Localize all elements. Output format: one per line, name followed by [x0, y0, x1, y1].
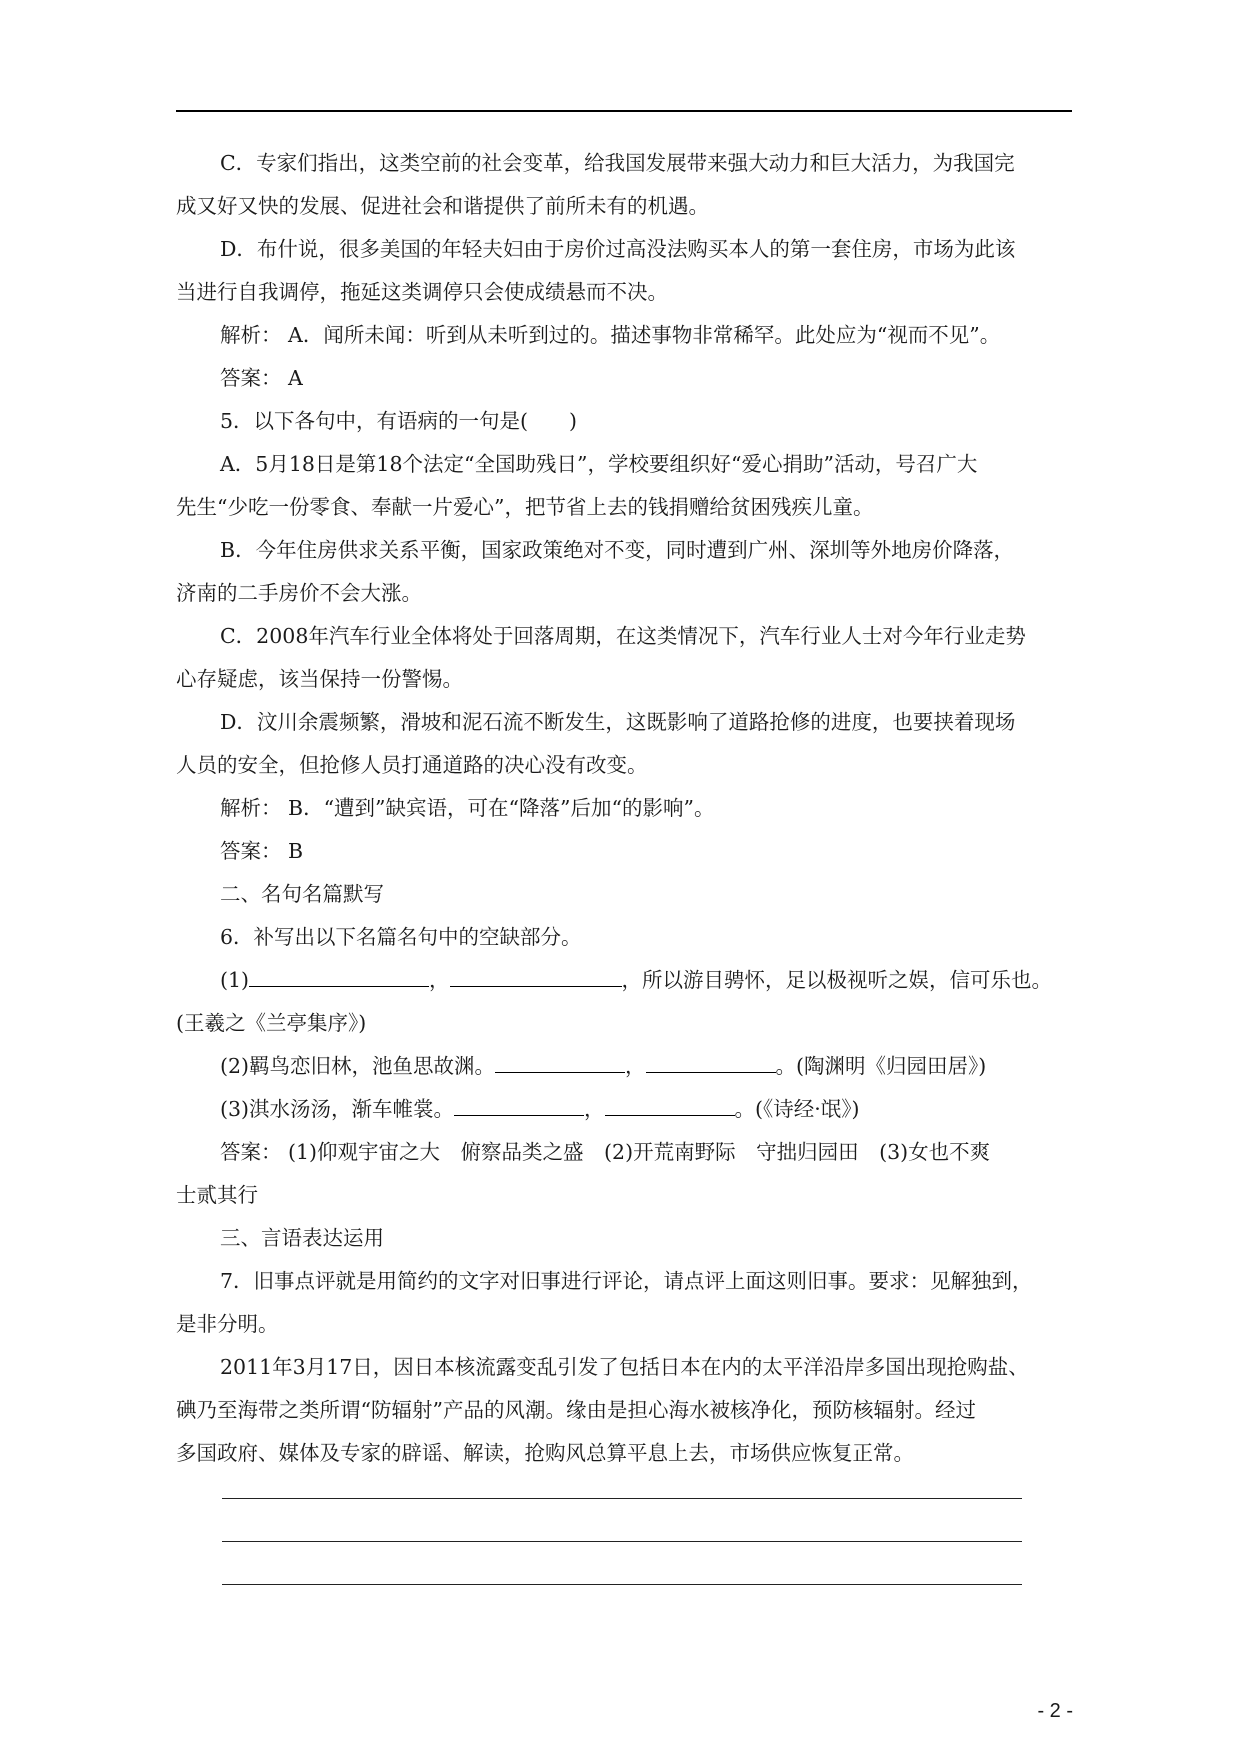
section-heading-3: 三、言语表达运用 [220, 1226, 384, 1250]
q5-option-d-line1: D．汶川余震频繁，滑坡和泥石流不断发生，这既影响了道路抢修的进度，也要挟着现场 [220, 710, 1016, 734]
q7-passage-line1: 2011年3月17日，因日本核流露变乱引发了包括日本在内的太平洋沿岸多国出现抢购盐、 [220, 1355, 1029, 1379]
q6-answer-line2: 士贰其行 [176, 1183, 258, 1207]
q6-item-1-suffix: ，所以游目骋怀，足以极视听之娱，信可乐也。 [621, 968, 1053, 992]
q6-item-3 [176, 1088, 1072, 1131]
q6-item-2-prefix: (2)羁鸟恋旧林，池鱼思故渊。 [220, 1054, 496, 1078]
q7-passage-line3: 多国政府、媒体及专家的辟谣、解读，抢购风总算平息上去，市场供应恢复正常。 [176, 1441, 914, 1465]
q6-item-1-source: (王羲之《兰亭集序》) [176, 1011, 367, 1035]
q7-passage-line2: 碘乃至海带之类所谓“防辐射”产品的风潮。缘由是担心海水被核净化，预防核辐射。经过 [176, 1398, 976, 1422]
q5-option-a-line1: A．5月18日是第18个法定“全国助残日”，学校要组织好“爱心捐助”活动，号召广大 [220, 452, 978, 476]
document-body [176, 142, 1072, 1475]
q5-option-c-line2: 心存疑虑，该当保持一份警惕。 [176, 667, 463, 691]
q6-item-3-prefix: (3)淇水汤汤，渐车帷裳。 [220, 1097, 455, 1121]
q6-stem: 6．补写出以下名篇名句中的空缺部分。 [220, 925, 582, 949]
q4-answer: 答案： A [220, 366, 303, 390]
fill-blank[interactable] [249, 964, 429, 987]
header-rule [176, 110, 1072, 112]
q6-item-1-prefix: (1) [220, 968, 250, 992]
q5-analysis: 解析： B．“遭到”缺宾语，可在“降落”后加“的影响”。 [220, 796, 715, 820]
q6-item-3-suffix: 。(《诗经·氓》) [734, 1097, 860, 1121]
q5-option-d-line2: 人员的安全，但抢修人员打通道路的决心没有改变。 [176, 753, 648, 777]
q6-item-1-sep: ， [429, 968, 450, 992]
q4-option-d-line1: D．布什说，很多美国的年轻夫妇由于房价过高没法购买本人的第一套住房，市场为此该 [220, 237, 1016, 261]
q4-analysis: 解析： A．闻所未闻：听到从未听到过的。描述事物非常稀罕。此处应为“视而不见”。 [220, 323, 1001, 347]
q4-option-c-line2: 成又好又快的发展、促进社会和谐提供了前所未有的机遇。 [176, 194, 709, 218]
q5-answer: 答案： B [220, 839, 304, 863]
q7-stem-line2: 是非分明。 [176, 1312, 279, 1336]
fill-blank[interactable] [454, 1093, 584, 1116]
fill-blank[interactable] [450, 964, 622, 987]
q7-stem-line1: 7．旧事点评就是用简约的文字对旧事进行评论，请点评上面这则旧事。要求：见解独到， [220, 1269, 1033, 1293]
q4-option-c-line1: C．专家们指出，这类空前的社会变革，给我国发展带来强大动力和巨大活力，为我国完 [220, 151, 1015, 175]
q6-item-3-sep: ， [584, 1097, 605, 1121]
section-heading-2: 二、名句名篇默写 [220, 882, 384, 906]
q6-item-1 [176, 959, 1072, 1002]
page-number: - 2 - [1037, 1700, 1073, 1722]
fill-blank[interactable] [495, 1050, 625, 1073]
answer-line[interactable] [222, 1584, 1022, 1585]
q5-stem: 5．以下各句中，有语病的一句是( ) [220, 409, 578, 433]
q6-item-2-suffix: 。(陶渊明《归园田居》) [775, 1054, 987, 1078]
fill-blank[interactable] [646, 1050, 776, 1073]
q4-option-d-line2: 当进行自我调停，拖延这类调停只会使成绩悬而不决。 [176, 280, 668, 304]
q6-answer-line1: 答案： (1)仰观宇宙之大 俯察品类之盛 (2)开荒南野际 守拙归园田 (3)女也不爽 [220, 1140, 991, 1164]
answer-line[interactable] [222, 1541, 1022, 1542]
answer-line[interactable] [222, 1498, 1022, 1499]
fill-blank[interactable] [605, 1093, 735, 1116]
q5-option-c-line1: C．2008年汽车行业全体将处于回落周期，在这类情况下，汽车行业人士对今年行业走势 [220, 624, 1026, 648]
q5-option-a-line2: 先生“少吃一份零食、奉献一片爱心”，把节省上去的钱捐赠给贫困残疾儿童。 [176, 495, 874, 519]
q6-item-2-sep: ， [625, 1054, 646, 1078]
q5-option-b-line1: B．今年住房供求关系平衡，国家政策绝对不变，同时遭到广州、深圳等外地房价降落， [220, 538, 1015, 562]
q5-option-b-line2: 济南的二手房价不会大涨。 [176, 581, 422, 605]
answer-writing-area[interactable] [222, 1498, 1022, 1627]
q6-item-2 [176, 1045, 1072, 1088]
